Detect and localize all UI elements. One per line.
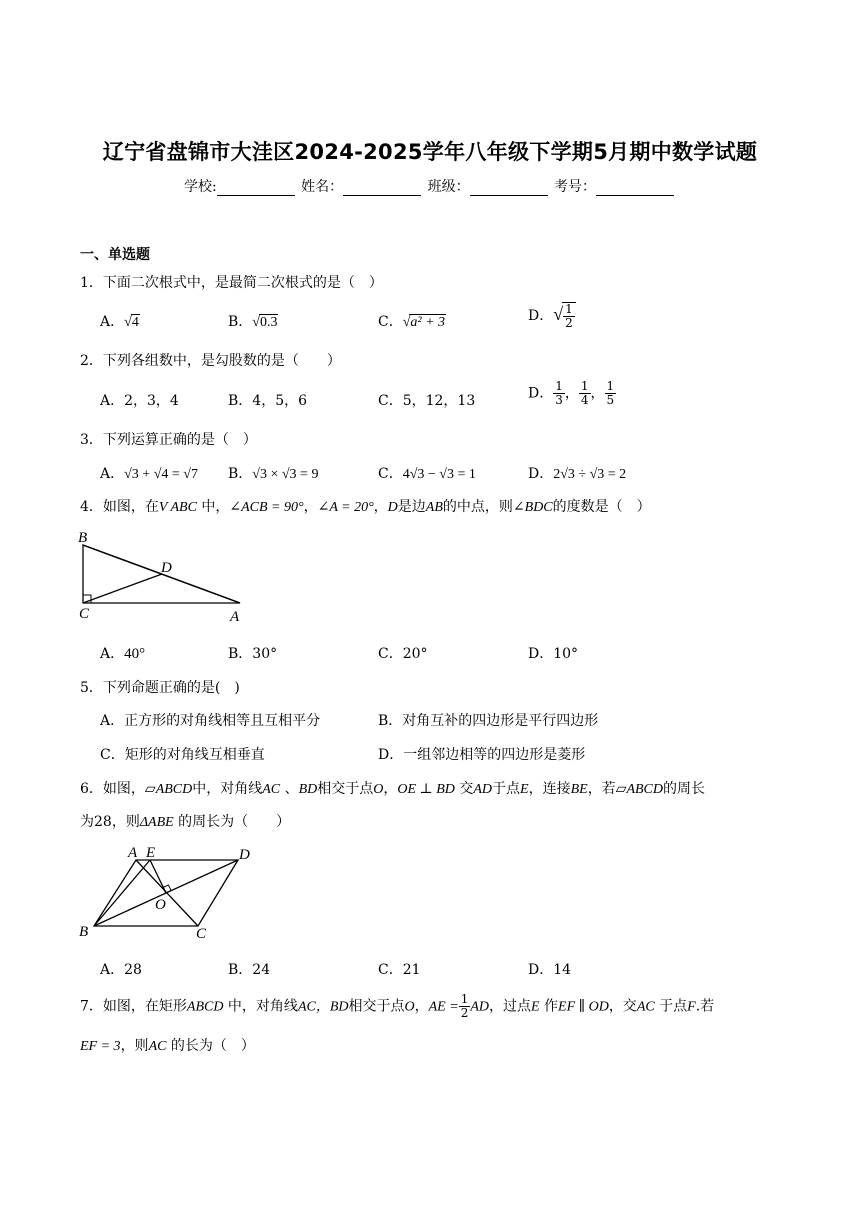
q2-option-c: C．5，12，13 bbox=[378, 393, 476, 409]
page-title: 辽宁省盘锦市大洼区2024-2025学年八年级下学期5月期中数学试题 bbox=[102, 140, 758, 164]
q5-option-b: B．对角互补的四边形是平行四边形 bbox=[378, 713, 599, 729]
question-5-stem: 5．下列命题正确的是( ) bbox=[80, 680, 240, 696]
q2-option-b: B．4，5，6 bbox=[228, 393, 308, 409]
class-blank[interactable] bbox=[470, 181, 548, 196]
label-d: D bbox=[239, 847, 250, 863]
q3-option-b: B．√3 × √3 = 9 bbox=[228, 466, 319, 482]
question-7-stem-line2: EF = 3，则AC 的长为（ ） bbox=[80, 1038, 255, 1054]
segment-cd bbox=[83, 574, 162, 603]
q4-option-c: C．20° bbox=[378, 646, 428, 662]
q1-option-a: A．√4 bbox=[100, 314, 139, 330]
number-blank[interactable] bbox=[596, 181, 674, 196]
question-2-stem: 2．下列各组数中，是勾股数的是（ ） bbox=[80, 353, 341, 369]
label-a: A bbox=[230, 609, 240, 625]
q3-option-c: C．4√3 − √3 = 1 bbox=[378, 466, 476, 482]
q2-option-a: A．2，3，4 bbox=[100, 393, 179, 409]
q5-option-c: C．矩形的对角线互相垂直 bbox=[100, 747, 265, 763]
q2-option-d: D． $\frac{1}{3}$ ， $\frac{1}{4}$ ， $\frac{1}{5}$ bbox=[528, 379, 615, 407]
question-7-stem-line1: 7．如图，在矩形ABCD 中，对角线AC，BD相交于点O，AE = $\frac{1}{2}$ AD，过点E 作EF ∥ OD，交AC 于点F.若 bbox=[80, 992, 715, 1020]
q5-option-d: D．一组邻边相等的四边形是菱形 bbox=[378, 747, 586, 763]
label-e: E bbox=[146, 845, 156, 861]
q6-parallelogram-figure bbox=[76, 842, 266, 942]
q4-option-a: A．40° bbox=[100, 646, 146, 662]
q1-option-d: D．√ $\frac{1}{2}$ bbox=[528, 302, 576, 330]
label-b: B bbox=[78, 530, 88, 546]
q4-triangle-figure bbox=[74, 528, 254, 628]
question-4-stem: 4．如图，在V ABC 中，∠ACB = 90°，∠A = 20°，D是边AB的中点，则∠BDC的度数是（ ） bbox=[80, 499, 651, 515]
school-blank[interactable] bbox=[217, 181, 295, 196]
q1-option-b: B．√0.3 bbox=[228, 314, 278, 330]
question-6-stem-line2: 为28，则ΔABE 的周长为（ ） bbox=[80, 814, 291, 830]
q5-option-a: A．正方形的对角线相等且互相平分 bbox=[100, 713, 321, 729]
q6-option-b: B．24 bbox=[228, 962, 271, 978]
student-info-line bbox=[0, 176, 860, 196]
segment-be bbox=[94, 860, 150, 926]
label-c: C bbox=[79, 606, 90, 622]
q4-option-d: D．10° bbox=[528, 646, 579, 662]
question-1-stem: 1．下面二次根式中，是最简二次根式的是（ ） bbox=[80, 275, 383, 291]
school-label: 学校: bbox=[183, 179, 217, 195]
name-label: 姓名： bbox=[301, 179, 344, 195]
q6-option-c: C．21 bbox=[378, 962, 421, 978]
q6-option-d: D．14 bbox=[528, 962, 572, 978]
q6-option-a: A．28 bbox=[100, 962, 142, 978]
label-c: C bbox=[196, 926, 207, 942]
section-title: 一、单选题 bbox=[80, 247, 150, 263]
label-a: A bbox=[128, 845, 138, 861]
q3-option-a: A．√3 + √4 = √7 bbox=[100, 466, 198, 482]
class-label: 班级： bbox=[427, 179, 470, 195]
label-o: O bbox=[155, 897, 166, 913]
q3-option-d: D．2√3 ÷ √3 = 2 bbox=[528, 466, 627, 482]
name-blank[interactable] bbox=[343, 181, 421, 196]
question-3-stem: 3．下列运算正确的是（ ） bbox=[80, 432, 257, 448]
number-label: 考号： bbox=[554, 179, 597, 195]
q4-option-b: B．30° bbox=[228, 646, 278, 662]
q1-option-c: C．√a² + 3 bbox=[378, 314, 446, 330]
label-d: D bbox=[161, 560, 172, 576]
label-b: B bbox=[79, 924, 89, 940]
question-6-stem-line1: 6．如图，▱ABCD中，对角线AC 、BD相交于点O，OE ⊥ BD 交AD于点E，连接BE，若▱ABCD的周长 bbox=[80, 781, 706, 797]
